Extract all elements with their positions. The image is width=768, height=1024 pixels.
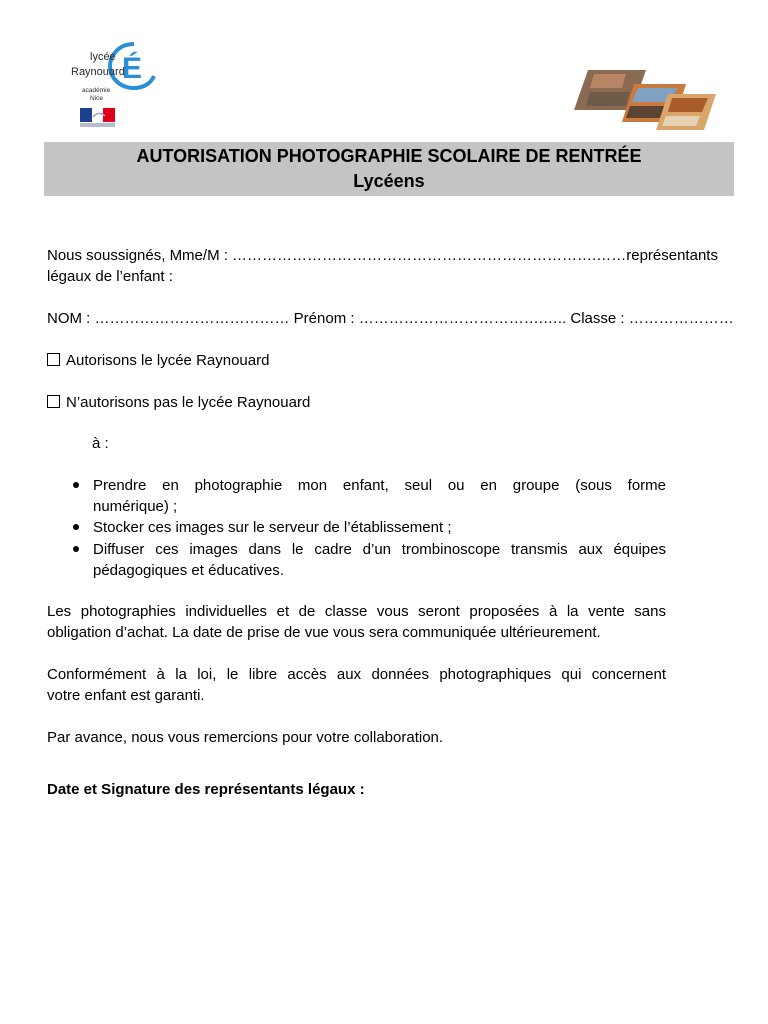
logo-text-nice: Nice	[90, 95, 104, 102]
logo-text-raynouard: Raynouard	[71, 66, 125, 78]
republique-francaise-icon	[80, 108, 115, 122]
bullet-dot	[73, 524, 79, 530]
bullet-1-line-1: Prendre en photographie mon enfant, seul ou en groupe (sous forme	[93, 477, 666, 494]
intro-line-2: légaux de l’enfant :	[47, 268, 173, 285]
option-authorize-label: Autorisons le lycée Raynouard	[66, 352, 270, 369]
paragraph-law-line-2: votre enfant est garanti.	[47, 687, 205, 704]
bullet-item-2: Stocker ces images sur le serveur de l’établissement ;	[93, 519, 452, 536]
paragraph-photos	[47, 601, 666, 643]
paragraph-law	[47, 664, 666, 706]
school-logo	[66, 34, 158, 130]
paragraph-photos-line-2: obligation d’achat. La date de prise de vue vous sera communiquée ultérieurement.	[47, 624, 601, 641]
paragraph-law-line-1: Conformément à la loi, le libre accès aux données photographiques qui concernent	[47, 666, 666, 683]
student-fields-line[interactable]: NOM : ………………………………… Prénom : ……………………………….….. Classe : …………………	[47, 310, 734, 327]
bullet-3-line-1: Diffuser ces images dans le cadre d’un trombinoscope transmis aux équipes	[93, 541, 666, 558]
checkbox-authorize[interactable]	[47, 353, 60, 366]
logo-text-academie: académie	[82, 87, 111, 94]
title-banner	[44, 142, 734, 196]
flag-caption	[80, 123, 115, 127]
svg-text:É: É	[122, 52, 143, 85]
paragraph-photos-line-1: Les photographies individuelles et de classe vous seront proposées à la vente sans	[47, 603, 666, 620]
page-title: AUTORISATION PHOTOGRAPHIE SCOLAIRE DE RENTRÉE	[136, 146, 642, 166]
logo-text-lycee: lycée	[90, 51, 116, 63]
intro-line-1: Nous soussignés, Mme/M : ……………………………………………………………….……représentants	[47, 247, 718, 264]
intro-text	[47, 245, 718, 287]
option-not-authorize[interactable]	[47, 392, 310, 413]
bullet-dot	[73, 482, 79, 488]
bullet-item-3	[93, 539, 666, 581]
bullet-1-line-2: numérique) ;	[93, 498, 178, 515]
a-label: à :	[92, 435, 109, 452]
signature-label: Date et Signature des représentants légaux :	[47, 781, 365, 798]
bullet-3-line-2: pédagogiques et éducatives.	[93, 562, 284, 579]
bullet-item-1	[93, 475, 666, 517]
checkbox-not-authorize[interactable]	[47, 395, 60, 408]
bullet-dot	[73, 546, 79, 552]
school-buildings-photo-strip	[574, 68, 716, 130]
paragraph-thanks: Par avance, nous vous remercions pour votre collaboration.	[47, 729, 444, 746]
option-authorize[interactable]	[47, 350, 269, 371]
page-subtitle: Lycéens	[353, 171, 425, 191]
option-not-authorize-label: N’autorisons pas le lycée Raynouard	[66, 394, 311, 411]
